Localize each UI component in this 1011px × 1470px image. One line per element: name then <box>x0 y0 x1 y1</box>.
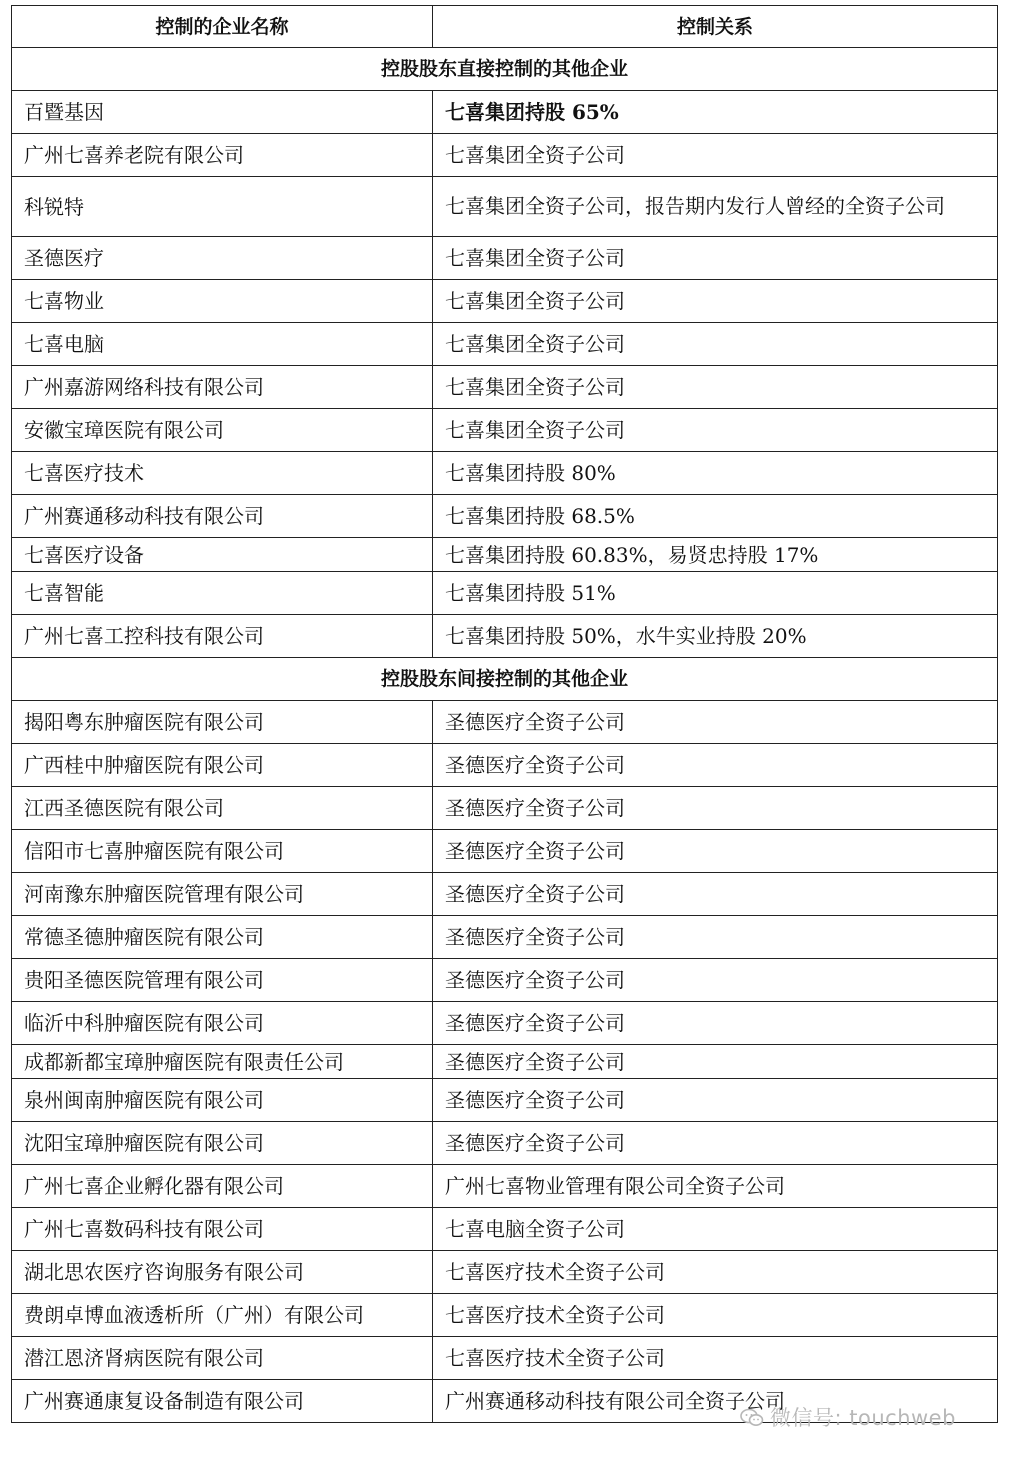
column-header-name: 控制的企业名称 <box>12 6 433 48</box>
table-row <box>12 177 998 237</box>
control-relation-cell: 七喜集团持股 65% <box>433 91 998 134</box>
control-relation-cell: 圣德医疗全资子公司 <box>433 701 998 744</box>
table-row <box>12 744 998 787</box>
enterprise-name-cell: 贵阳圣德医院管理有限公司 <box>12 959 433 1002</box>
enterprise-name-cell: 广州七喜养老院有限公司 <box>12 134 433 177</box>
enterprise-name-cell: 七喜智能 <box>12 572 433 615</box>
table-row <box>12 1294 998 1337</box>
table-row <box>12 959 998 1002</box>
control-relation-cell: 七喜集团持股 50%，水牛实业持股 20% <box>433 615 998 658</box>
enterprise-name-cell: 潜江恩济肾病医院有限公司 <box>12 1337 433 1380</box>
section-title: 控股股东间接控制的其他企业 <box>12 658 998 701</box>
enterprise-name-cell: 广州七喜数码科技有限公司 <box>12 1208 433 1251</box>
control-relation-cell: 七喜集团全资子公司 <box>433 366 998 409</box>
control-relation-cell: 七喜集团持股 80% <box>433 452 998 495</box>
control-relation-cell: 圣德医疗全资子公司 <box>433 1045 998 1079</box>
enterprise-name-cell: 科锐特 <box>12 177 433 237</box>
table-row <box>12 1251 998 1294</box>
table-row <box>12 1045 998 1079</box>
table-row <box>12 1079 998 1122</box>
enterprise-name-cell: 信阳市七喜肿瘤医院有限公司 <box>12 830 433 873</box>
enterprise-name-cell: 七喜电脑 <box>12 323 433 366</box>
control-relation-cell: 七喜集团持股 51% <box>433 572 998 615</box>
table-row <box>12 701 998 744</box>
watermark-text: 微信号: touchweb <box>770 1406 956 1430</box>
table-row <box>12 1337 998 1380</box>
table-row <box>12 134 998 177</box>
table-row <box>12 495 998 538</box>
enterprise-name-cell: 常德圣德肿瘤医院有限公司 <box>12 916 433 959</box>
enterprise-name-cell: 广西桂中肿瘤医院有限公司 <box>12 744 433 787</box>
control-relation-cell: 圣德医疗全资子公司 <box>433 916 998 959</box>
control-relation-cell: 圣德医疗全资子公司 <box>433 744 998 787</box>
table-row <box>12 1208 998 1251</box>
enterprise-name-cell: 广州嘉游网络科技有限公司 <box>12 366 433 409</box>
table-row <box>12 615 998 658</box>
wechat-icon <box>740 1408 764 1428</box>
control-relation-cell: 七喜医疗技术全资子公司 <box>433 1337 998 1380</box>
column-header-relation: 控制关系 <box>433 6 998 48</box>
control-relation-cell: 圣德医疗全资子公司 <box>433 959 998 1002</box>
control-relation-cell: 七喜医疗技术全资子公司 <box>433 1294 998 1337</box>
table-row <box>12 91 998 134</box>
control-relation-cell: 圣德医疗全资子公司 <box>433 873 998 916</box>
control-relation-cell: 广州赛通移动科技有限公司全资子公司 <box>433 1380 998 1423</box>
enterprise-name-cell: 湖北思农医疗咨询服务有限公司 <box>12 1251 433 1294</box>
control-relation-cell: 圣德医疗全资子公司 <box>433 1122 998 1165</box>
table-row <box>12 1122 998 1165</box>
control-relation-cell: 七喜集团持股 68.5% <box>433 495 998 538</box>
table-row <box>12 237 998 280</box>
enterprise-name-cell: 临沂中科肿瘤医院有限公司 <box>12 1002 433 1045</box>
enterprise-name-cell: 费朗卓博血液透析所（广州）有限公司 <box>12 1294 433 1337</box>
enterprise-name-cell: 广州赛通康复设备制造有限公司 <box>12 1380 433 1423</box>
enterprise-name-cell: 江西圣德医院有限公司 <box>12 787 433 830</box>
enterprise-name-cell: 七喜物业 <box>12 280 433 323</box>
section-header-row <box>12 658 998 701</box>
table-row <box>12 1165 998 1208</box>
control-relation-cell: 七喜医疗技术全资子公司 <box>433 1251 998 1294</box>
enterprise-name-cell: 沈阳宝璋肿瘤医院有限公司 <box>12 1122 433 1165</box>
control-relation-cell: 七喜集团全资子公司 <box>433 409 998 452</box>
enterprise-name-cell: 安徽宝璋医院有限公司 <box>12 409 433 452</box>
enterprise-name-cell: 广州七喜企业孵化器有限公司 <box>12 1165 433 1208</box>
table-row <box>12 538 998 572</box>
table-header-row <box>12 6 998 48</box>
control-relation-cell: 七喜集团全资子公司 <box>433 134 998 177</box>
control-relation-cell: 七喜集团全资子公司 <box>433 323 998 366</box>
controlled-enterprises-table <box>11 5 998 1423</box>
control-relation-cell: 圣德医疗全资子公司 <box>433 787 998 830</box>
enterprise-name-cell: 广州赛通移动科技有限公司 <box>12 495 433 538</box>
enterprise-name-cell: 河南豫东肿瘤医院管理有限公司 <box>12 873 433 916</box>
table-row <box>12 366 998 409</box>
table-row <box>12 1002 998 1045</box>
enterprise-name-cell: 圣德医疗 <box>12 237 433 280</box>
table-row <box>12 452 998 495</box>
control-relation-cell: 圣德医疗全资子公司 <box>433 1002 998 1045</box>
section-header-row <box>12 48 998 91</box>
control-relation-cell: 七喜集团全资子公司，报告期内发行人曾经的全资子公司 <box>433 177 998 237</box>
control-relation-cell: 圣德医疗全资子公司 <box>433 830 998 873</box>
control-relation-cell: 七喜集团全资子公司 <box>433 280 998 323</box>
table-row <box>12 409 998 452</box>
table-row <box>12 572 998 615</box>
control-relation-cell: 七喜电脑全资子公司 <box>433 1208 998 1251</box>
control-relation-cell: 七喜集团全资子公司 <box>433 237 998 280</box>
table-row <box>12 873 998 916</box>
control-relation-cell: 七喜集团持股 60.83%，易贤忠持股 17% <box>433 538 998 572</box>
table-body <box>12 48 998 1423</box>
enterprise-name-cell: 七喜医疗技术 <box>12 452 433 495</box>
table-row <box>12 916 998 959</box>
enterprise-name-cell: 揭阳粤东肿瘤医院有限公司 <box>12 701 433 744</box>
control-relation-cell: 圣德医疗全资子公司 <box>433 1079 998 1122</box>
section-title: 控股股东直接控制的其他企业 <box>12 48 998 91</box>
watermark <box>740 1402 956 1432</box>
enterprise-name-cell: 七喜医疗设备 <box>12 538 433 572</box>
enterprise-name-cell: 广州七喜工控科技有限公司 <box>12 615 433 658</box>
enterprise-name-cell: 泉州闽南肿瘤医院有限公司 <box>12 1079 433 1122</box>
enterprise-name-cell: 成都新都宝璋肿瘤医院有限责任公司 <box>12 1045 433 1079</box>
table-row <box>12 787 998 830</box>
table-row <box>12 280 998 323</box>
control-relation-cell: 广州七喜物业管理有限公司全资子公司 <box>433 1165 998 1208</box>
table-row <box>12 830 998 873</box>
enterprise-name-cell: 百暨基因 <box>12 91 433 134</box>
table-row <box>12 323 998 366</box>
